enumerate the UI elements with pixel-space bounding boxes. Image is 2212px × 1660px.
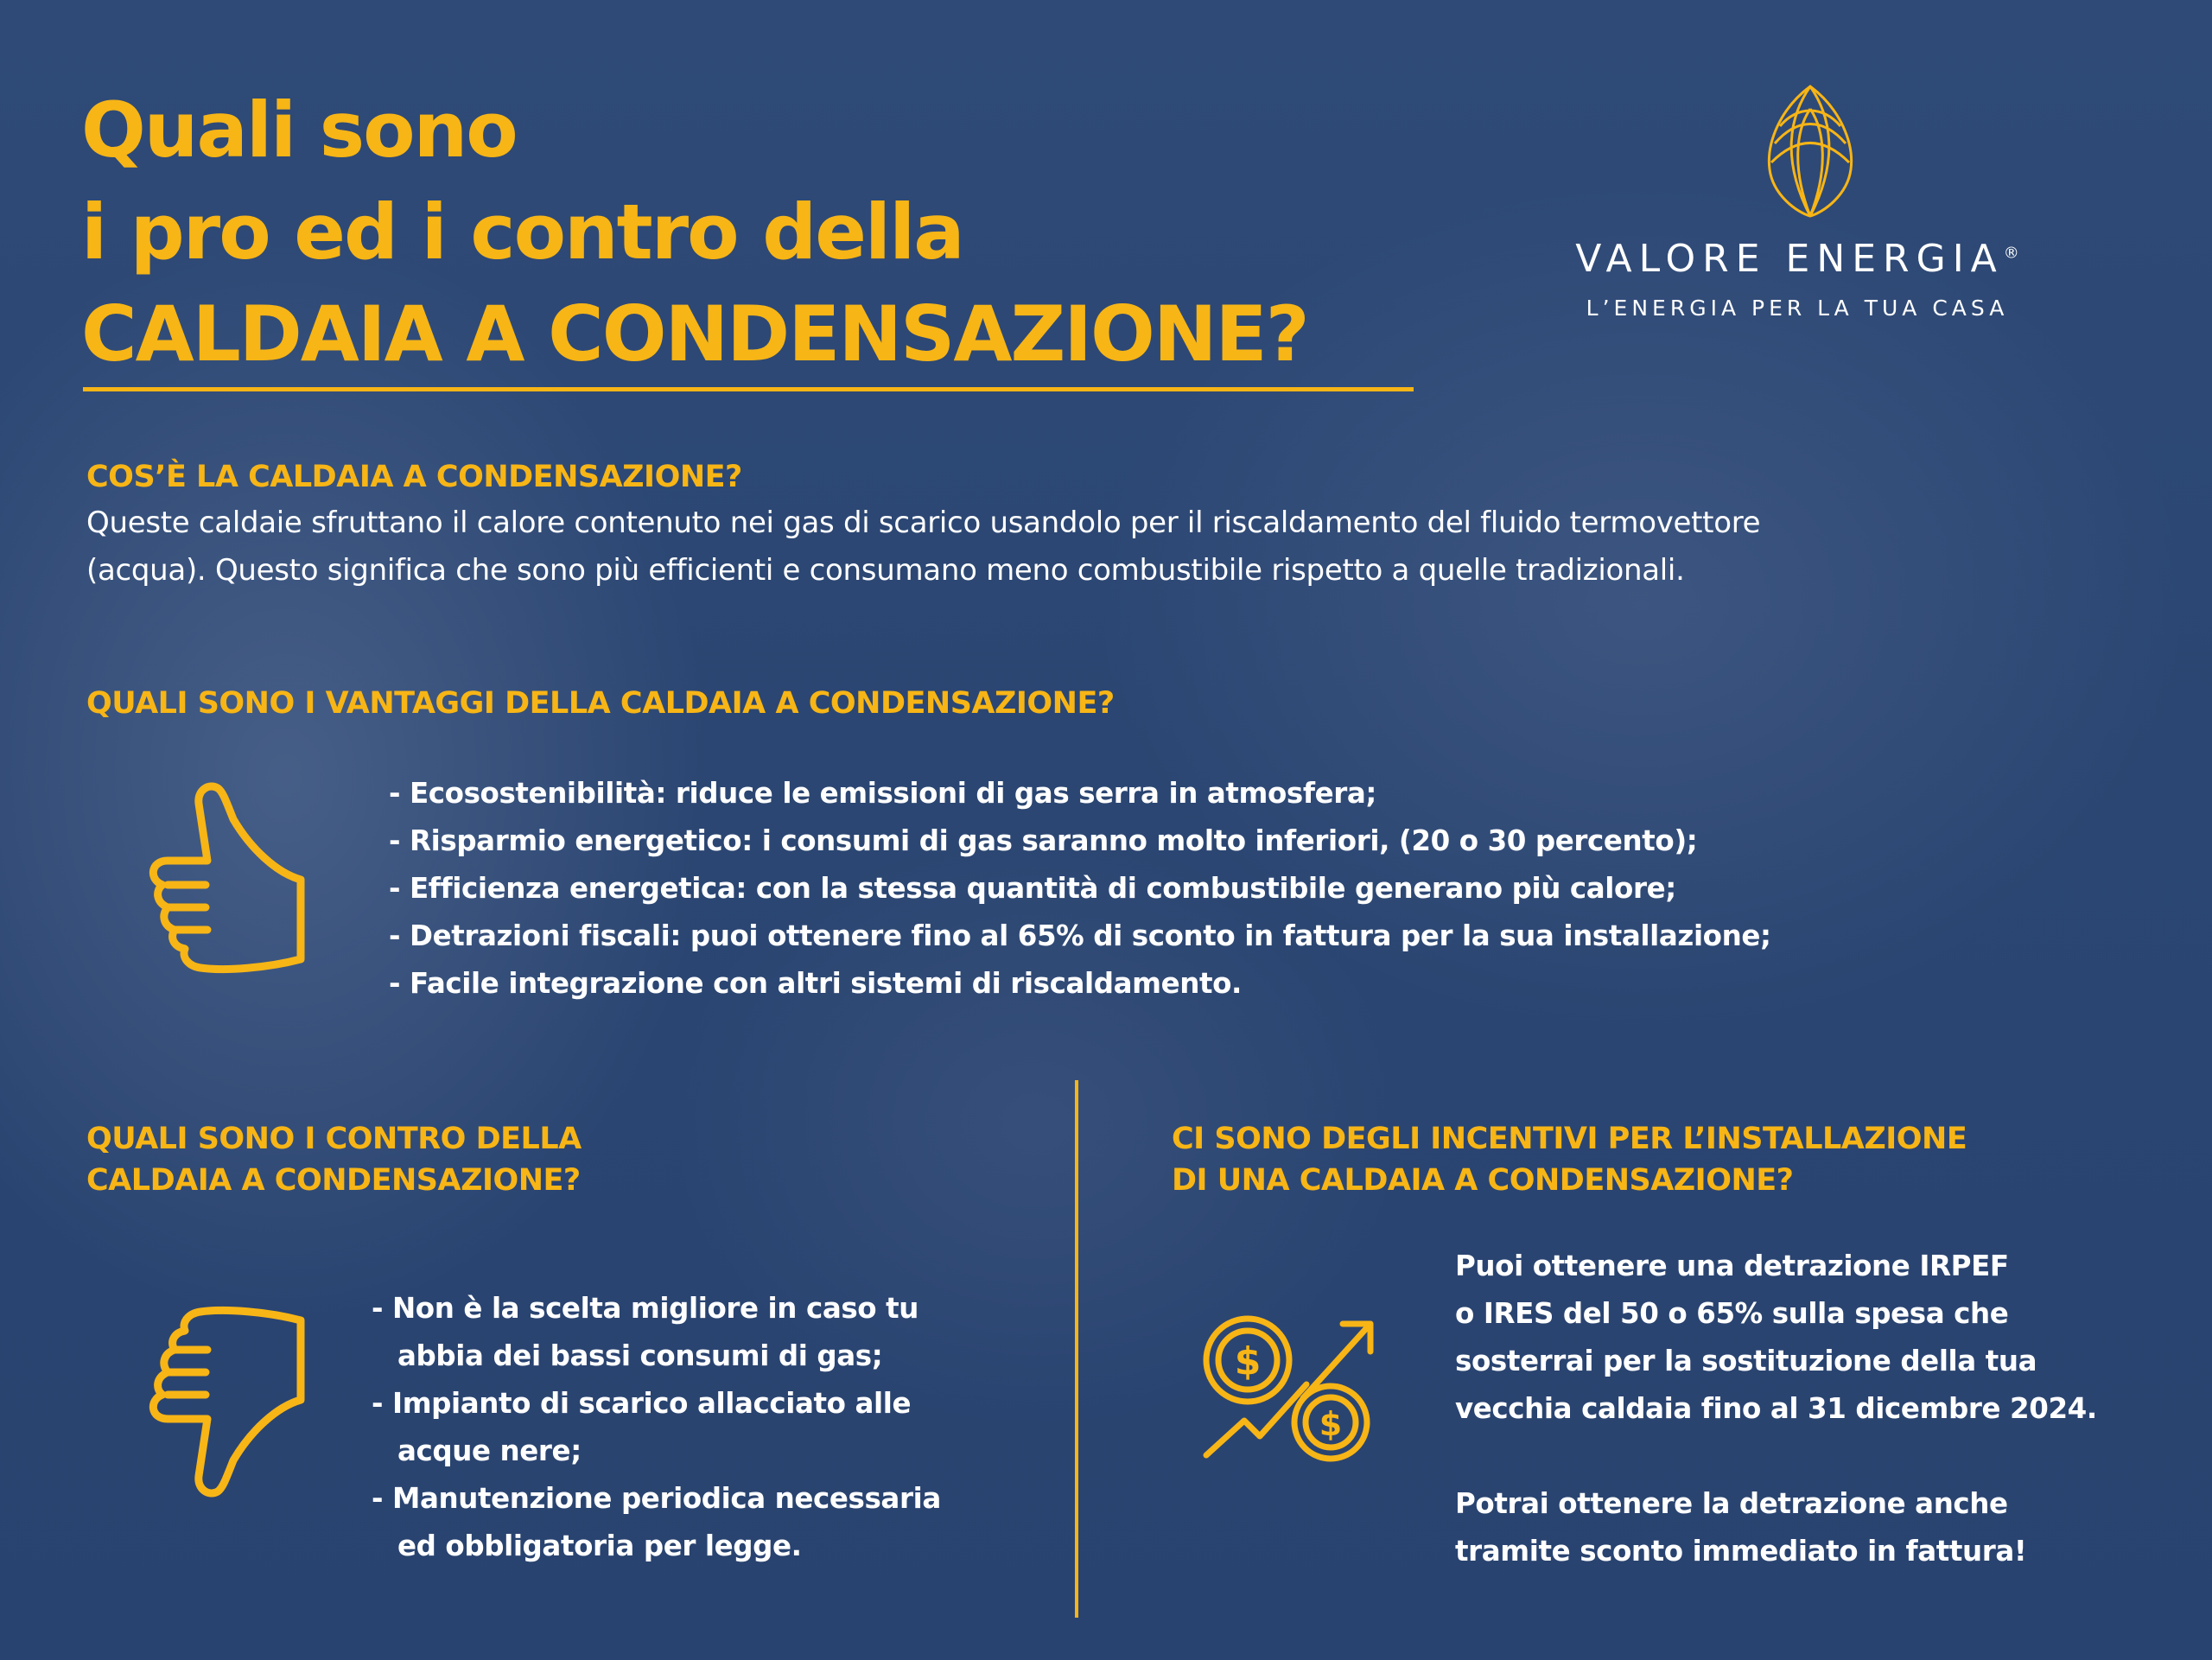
registered-mark: ® (2003, 244, 2019, 263)
incentives-line: sosterrai per la sostituzione della tua (1455, 1345, 2037, 1377)
list-item-continuation: acque nere; (397, 1434, 582, 1467)
thumbs-down-icon (121, 1303, 311, 1502)
what-is-description (86, 499, 2126, 595)
money-growth-icon (1201, 1313, 1384, 1462)
list-item: - Impianto di scarico allacciato alle (372, 1387, 912, 1420)
incentives-line: vecchia caldaia fino al 31 dicembre 2024. (1455, 1392, 2097, 1425)
list-item: - Detrazioni fiscali: puoi ottenere fino al 65% di sconto in fattura per la sua installazione; (389, 919, 1771, 952)
thumbs-up-icon (121, 778, 311, 976)
cons-heading (86, 1118, 582, 1201)
svg-text:$: $ (1319, 1405, 1343, 1443)
page-title (81, 80, 1308, 385)
brand-logo (1547, 83, 2048, 334)
cons-heading-line-1: QUALI SONO I CONTRO DELLA (86, 1122, 582, 1156)
list-item: - Manutenzione periodica necessaria (372, 1482, 941, 1515)
brand-name (1547, 237, 2048, 281)
brand-name-text: VALORE ENERGIA (1575, 237, 2004, 281)
incentives-line: tramite sconto immediato in fattura! (1455, 1535, 2027, 1568)
incentives-heading (1172, 1118, 1967, 1201)
column-divider (1075, 1080, 1078, 1618)
flame-leaf-icon (1763, 83, 1858, 218)
svg-text:$: $ (1234, 1339, 1262, 1383)
list-item: - Efficienza energetica: con la stessa quantità di combustibile generano più calore; (389, 872, 1676, 905)
what-is-heading: COS’È LA CALDAIA A CONDENSAZIONE? (86, 460, 742, 494)
brand-tagline: L’ENERGIA PER LA TUA CASA (1586, 296, 2009, 321)
list-item-continuation: abbia dei bassi consumi di gas; (397, 1339, 883, 1372)
list-item: - Ecosostenibilità: riduce le emissioni di gas serra in atmosfera; (389, 777, 1377, 810)
what-is-line-1: Queste caldaie sfruttano il calore contenuto nei gas di scarico usandolo per il riscaldamento del fluido termovettore (86, 506, 1761, 540)
incentives-heading-line-1: CI SONO DEGLI INCENTIVI PER L’INSTALLAZIONE (1172, 1122, 1967, 1156)
paragraph-gap (1455, 1433, 2146, 1480)
list-item: - Risparmio energetico: i consumi di gas saranno molto inferiori, (20 o 30 percento); (389, 824, 1698, 857)
what-is-line-2: (acqua). Questo significa che sono più efficienti e consumano meno combustibile rispetto a quelle tradizionali. (86, 553, 1685, 588)
list-item: - Non è la scelta migliore in caso tu (372, 1292, 919, 1325)
cons-list (372, 1285, 941, 1570)
title-underline (83, 387, 1414, 391)
title-line-2: i pro ed i contro della (81, 188, 963, 277)
incentives-line: Puoi ottenere una detrazione IRPEF (1455, 1250, 2009, 1282)
incentives-description (1455, 1243, 2146, 1575)
incentives-line: Potrai ottenere la detrazione anche (1455, 1487, 2008, 1520)
pros-list (389, 770, 1771, 1008)
list-item: - Facile integrazione con altri sistemi di riscaldamento. (389, 967, 1242, 1000)
incentives-heading-line-2: DI UNA CALDAIA A CONDENSAZIONE? (1172, 1163, 1794, 1198)
title-line-1: Quali sono (81, 86, 517, 175)
incentives-line: o IRES del 50 o 65% sulla spesa che (1455, 1297, 2009, 1330)
title-line-3: CALDAIA A CONDENSAZIONE? (81, 289, 1308, 378)
cons-heading-line-2: CALDAIA A CONDENSAZIONE? (86, 1163, 581, 1198)
list-item-continuation: ed obbligatoria per legge. (397, 1530, 802, 1562)
pros-heading: QUALI SONO I VANTAGGI DELLA CALDAIA A CONDENSAZIONE? (86, 686, 1115, 721)
